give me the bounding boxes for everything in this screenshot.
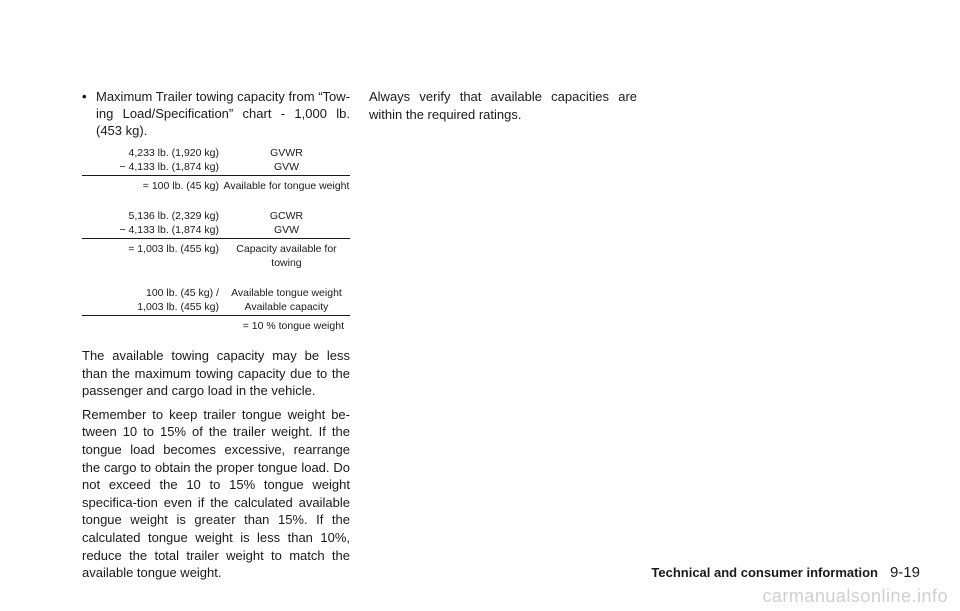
calc1-row2 bbox=[82, 160, 350, 174]
bullet-text: Maximum Trailer towing capacity from “Tow-ing Load/Specification” chart - 1,000 lb. (453 kg). bbox=[96, 89, 350, 138]
right-column bbox=[369, 88, 637, 123]
watermark: carmanualsonline.info bbox=[762, 586, 948, 606]
paragraph-verify: Always verify that available capacities are within the required ratings. bbox=[369, 89, 637, 122]
bullet-item bbox=[82, 88, 350, 139]
calc2-gvw-label: GVW bbox=[273, 224, 300, 236]
calc3-tongue-label: Available tongue weight bbox=[231, 287, 342, 299]
section-title: Technical and consumer information bbox=[651, 565, 878, 580]
calc1-result-label: Available for tongue weight bbox=[223, 180, 350, 192]
calc2-result-value: = 1,003 lb. (455 kg) bbox=[128, 243, 219, 255]
calc2-gcwr-value: 5,136 lb. (2,329 kg) bbox=[128, 210, 219, 222]
calc3-result: = 10 % tongue weight bbox=[82, 315, 350, 333]
calc1-row1 bbox=[82, 146, 350, 160]
calc1-result-value: = 100 lb. (45 kg) bbox=[142, 180, 219, 192]
calc1-gvwr-label: GVWR bbox=[270, 147, 303, 159]
page-number: 9-19 bbox=[889, 564, 920, 581]
bullet-dot: • bbox=[82, 89, 87, 104]
calc1-result-row bbox=[82, 175, 350, 193]
calc3-row1 bbox=[82, 286, 350, 300]
paragraph-towing-capacity: The available towing capacity may be less than the maximum towing capacity due to the passenger and cargo load in the vehicle. bbox=[82, 348, 350, 399]
calc1-gvw-value: − 4,133 lb. (1,874 kg) bbox=[119, 161, 219, 173]
calc3-tongue-value: 100 lb. (45 kg) / bbox=[146, 287, 219, 299]
calc2-row1 bbox=[82, 209, 350, 223]
calc1-gvw-label: GVW bbox=[273, 161, 300, 173]
left-column bbox=[82, 88, 350, 582]
calc1-gvwr-value: 4,233 lb. (1,920 kg) bbox=[128, 147, 219, 159]
calc3-row2 bbox=[82, 300, 350, 314]
calc3-capacity-value: 1,003 lb. (455 kg) bbox=[137, 301, 219, 313]
paragraph-tongue-weight: Remember to keep trailer tongue weight be-tween 10 to 15% of the trailer weight. If the tongue load becomes excessive, rearrange the cargo to obtain the proper tongue load. Do not exceed the 10 to 15% tongue weight specifica-tion even if the calculated available tongue weight is greater than 15%. If the calculated tongue weight is less than 10%, reduce the total trailer weight to match the available tongue weight. bbox=[82, 406, 350, 581]
page-footer bbox=[651, 564, 920, 581]
calc2-gvw-value: − 4,133 lb. (1,874 kg) bbox=[119, 224, 219, 236]
calc2-gcwr-label: GCWR bbox=[269, 210, 304, 222]
calc3-capacity-label: Available capacity bbox=[244, 301, 329, 313]
calc2-result-label: Capacity available for towing bbox=[236, 243, 337, 269]
calc2-result-row bbox=[82, 238, 350, 270]
calc2-row2 bbox=[82, 223, 350, 237]
calculation-block bbox=[82, 146, 350, 333]
